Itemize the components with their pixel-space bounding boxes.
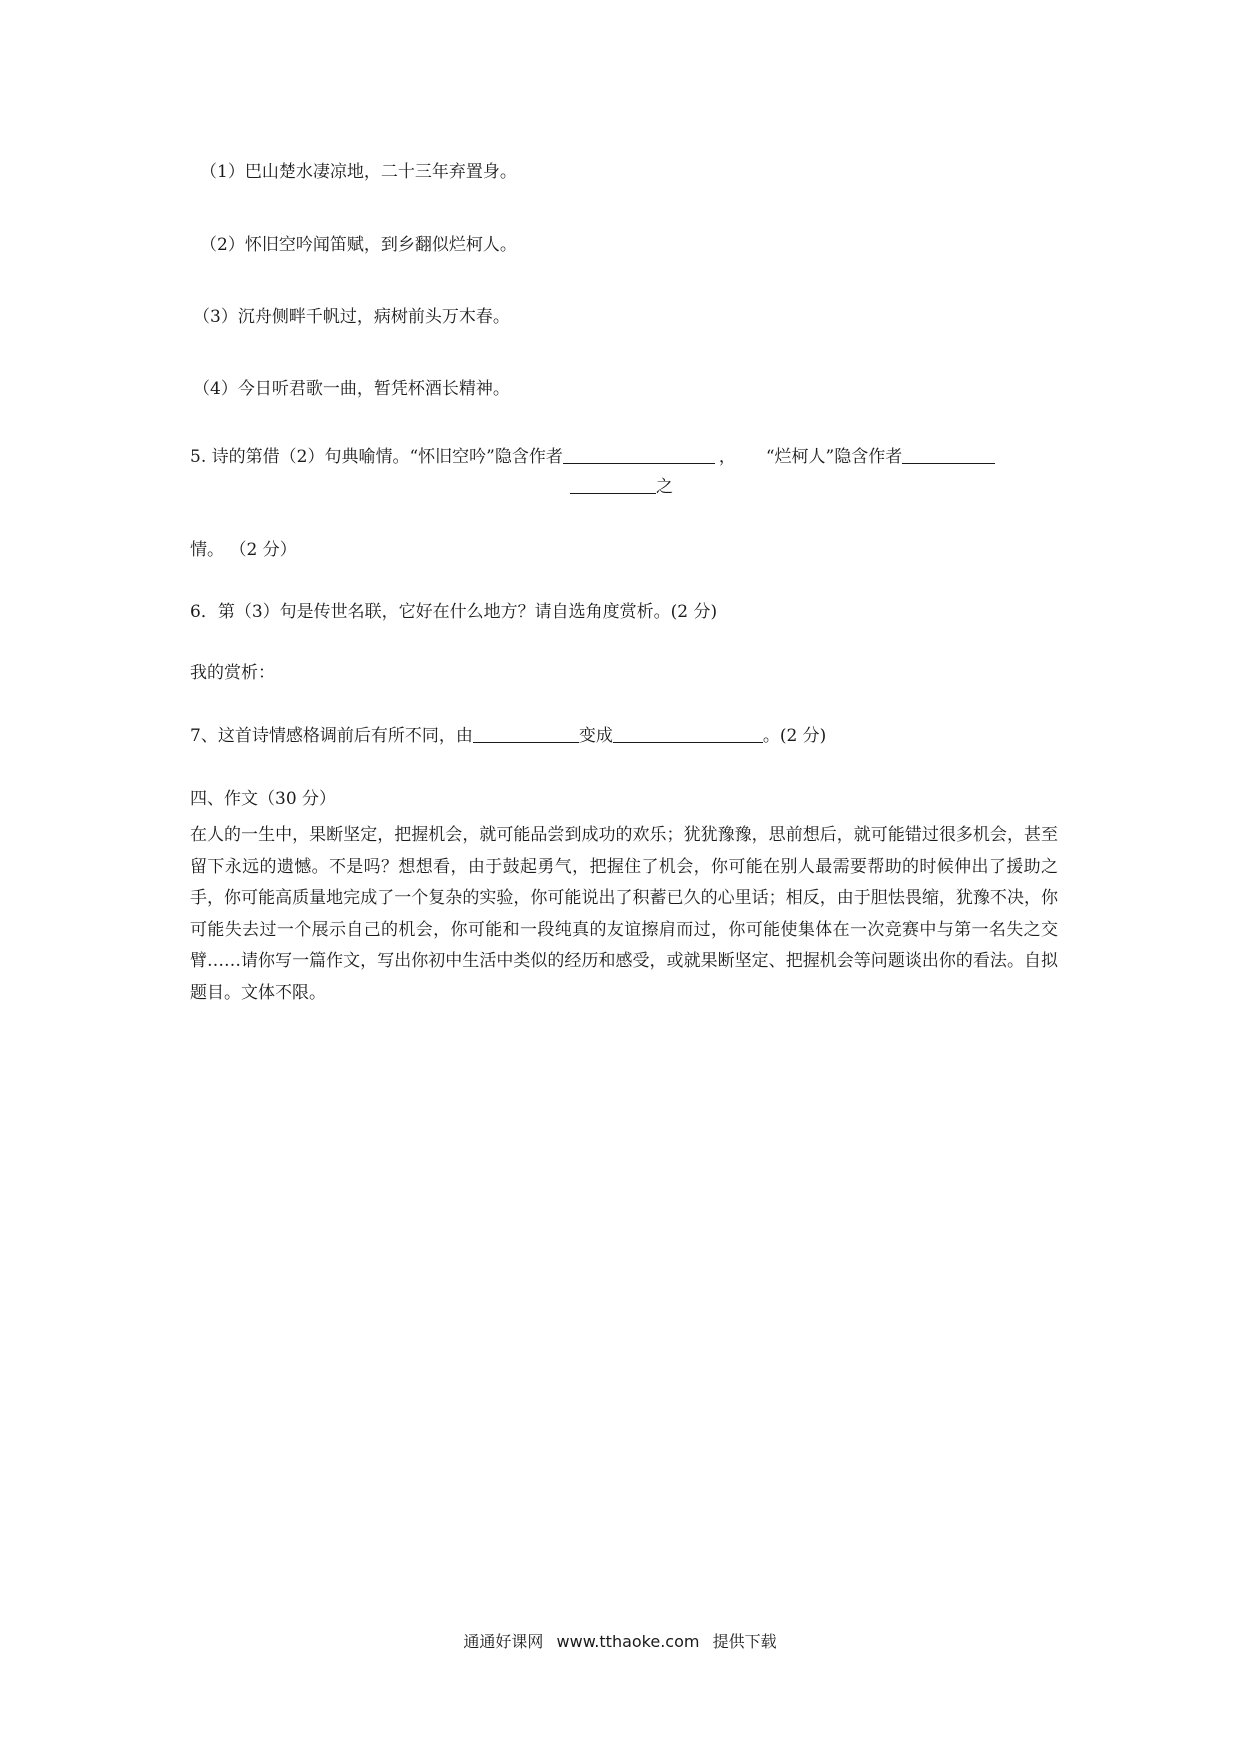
question-5-prompt-2: “烂柯人”隐含作者 bbox=[765, 447, 903, 467]
essay-heading: 四、作文（30 分） bbox=[190, 789, 337, 809]
verse-line: （1）巴山楚水凄凉地，二十三年弃置身。 bbox=[200, 162, 517, 182]
answer-blank[interactable] bbox=[613, 726, 763, 743]
question-5-line-3 bbox=[190, 539, 297, 561]
answer-blank[interactable] bbox=[902, 447, 995, 464]
verse-line: （4）今日听君歌一曲，暂凭杯酒长精神。 bbox=[193, 379, 510, 399]
question-6-text: 6．第（3）句是传世名联，它好在什么地方？请自选角度赏析。(2 分) bbox=[190, 602, 718, 622]
question-5-zhi: 之 bbox=[656, 477, 673, 497]
footer bbox=[0, 1629, 1240, 1652]
question-7-became: 变成 bbox=[578, 726, 613, 746]
footer-site-name: 通通好课网 bbox=[463, 1632, 544, 1651]
footer-suffix: 提供下载 bbox=[712, 1632, 777, 1651]
question-7-line bbox=[190, 725, 826, 747]
answer-blank[interactable] bbox=[563, 447, 715, 464]
question-7-score: 。(2 分) bbox=[762, 726, 827, 746]
answer-blank[interactable] bbox=[570, 477, 656, 494]
question-6-answer-label: 我的赏析： bbox=[190, 663, 275, 683]
question-5-line-2 bbox=[570, 476, 673, 498]
verse-line: （3）沉舟侧畔千帆过，病树前头万木春。 bbox=[193, 307, 510, 327]
verse-line: （2）怀旧空吟闻笛赋，到乡翻似烂柯人。 bbox=[200, 235, 517, 255]
question-5-line-1 bbox=[190, 446, 995, 468]
question-5-score: （2 分） bbox=[238, 540, 297, 560]
essay-prompt: 在人的一生中，果断坚定，把握机会，就可能品尝到成功的欢乐；犹犹豫豫，思前想后，就可能错过很多机会，甚至留下永远的遗憾。不是吗？想想看，由于鼓起勇气，把握住了机会，你可能在别人最需要帮助的时候伸出了援助之手，你可能高质量地完成了一个复杂的实验，你可能说出了积蓄已久的心里话；相反，由于胆怯畏缩，犹豫不决，你可能失去过一个展示自己的机会，你可能和一段纯真的友谊擦肩而过，你可能使集体在一次竞赛中与第一名失之交臂……请你写一篇作文，写出你初中生活中类似的经历和感受，或就果断坚定、把握机会等问题谈出你的看法。自拟题目。文体不限。 bbox=[190, 825, 1058, 1003]
question-5-qing: 情。 bbox=[190, 540, 224, 560]
footer-url: www.tthaoke.com bbox=[556, 1632, 700, 1651]
question-5-prompt: 5. 诗的第借（2）句典喻情。“怀旧空吟”隐含作者 bbox=[190, 447, 563, 467]
question-7-prompt: 7、这首诗情感格调前后有所不同，由 bbox=[190, 726, 473, 746]
question-5-comma: ， bbox=[718, 447, 736, 467]
answer-blank[interactable] bbox=[473, 726, 579, 743]
